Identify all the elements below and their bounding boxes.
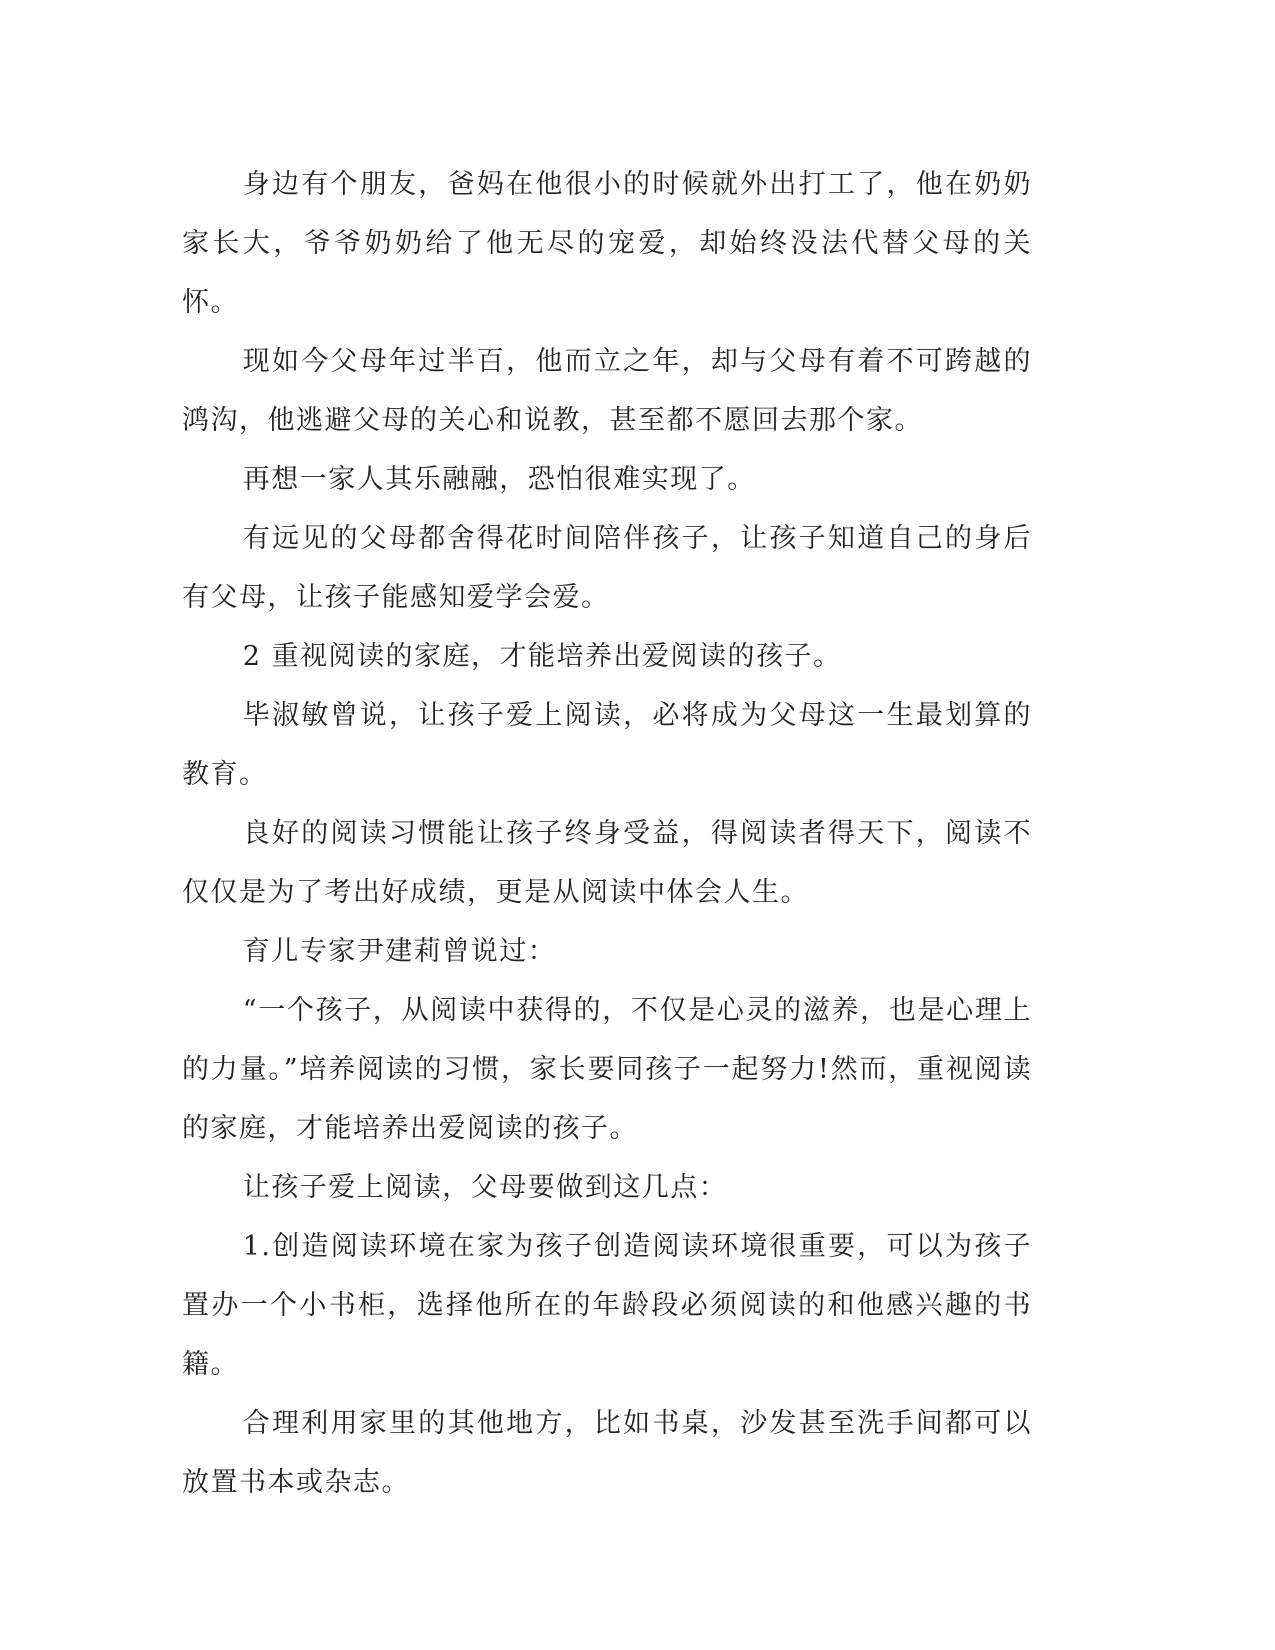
paragraph-4: 有远见的父母都舍得花时间陪伴孩子，让孩子知道自己的身后有父母，让孩子能感知爱学会爱。 — [182, 523, 1032, 613]
paragraph-8: 育儿专家尹建莉曾说过： — [242, 936, 557, 967]
quote-paragraph: “一个孩子，从阅读中获得的，不仅是心灵的滋养，也是心理上的力量。”培养阅读的习惯，家长要同孩子一起努力!然而，重视阅读的家庭，才能培养出爱阅读的孩子。 — [182, 995, 1032, 1144]
paragraph-3: 再想一家人其乐融融，恐怕很难实现了。 — [242, 464, 756, 495]
section-heading-2: 2 重视阅读的家庭，才能培养出爱阅读的孩子。 — [242, 641, 842, 672]
paragraph-1: 身边有个朋友，爸妈在他很小的时候就外出打工了，他在奶奶家长大，爷爷奶奶给了他无尽的宠爱，却始终没法代替父母的关怀。 — [182, 169, 1032, 318]
paragraph-7: 良好的阅读习惯能让孩子终身受益，得阅读者得天下，阅读不仅仅是为了考出好成绩，更是从阅读中体会人生。 — [182, 818, 1032, 908]
paragraph-10: 让孩子爱上阅读，父母要做到这几点： — [242, 1172, 728, 1203]
paragraph-2: 现如今父母年过半百，他而立之年，却与父母有着不可跨越的鸿沟，他逃避父母的关心和说教，甚至都不愿回去那个家。 — [182, 346, 1032, 436]
document-body — [182, 155, 1032, 1512]
list-item-1: 1.创造阅读环境在家为孩子创造阅读环境很重要，可以为孩子置办一个小书柜，选择他所在的年龄段必须阅读的和他感兴趣的书籍。 — [182, 1231, 1032, 1380]
paragraph-12: 合理利用家里的其他地方，比如书桌，沙发甚至洗手间都可以放置书本或杂志。 — [182, 1408, 1032, 1498]
paragraph-6: 毕淑敏曾说，让孩子爱上阅读，必将成为父母这一生最划算的教育。 — [182, 700, 1032, 790]
